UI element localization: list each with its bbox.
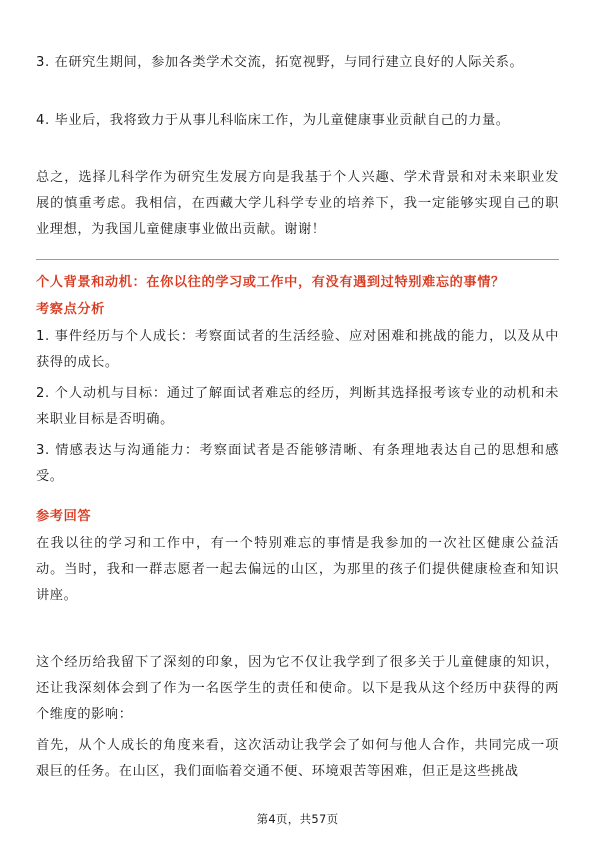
analysis-point-2: 2. 个人动机与目标：通过了解面试者难忘的经历，判断其选择报考该专业的动机和未来职业目标是否明确。	[36, 386, 559, 427]
analysis-point-3: 3. 情感表达与沟通能力：考察面试者是否能够清晰、有条理地表达自己的思想和感受。	[36, 443, 559, 484]
section-divider	[36, 259, 559, 260]
page-footer: 第4页，共57页	[256, 812, 339, 826]
summary-paragraph: 总之，选择儿科学作为研究生发展方向是我基于个人兴趣、学术背景和对未来职业发展的慎重考虑。我相信，在西藏大学儿科学专业的培养下，我一定能够实现自己的职业理想，为我国儿童健康事业做出贡献。谢谢！	[36, 170, 559, 237]
answer-paragraph-2: 这个经历给我留下了深刻的印象，因为它不仅让我学到了很多关于儿童健康的知识，还让我深刻体会到了作为一名医学生的责任和使命。以下是我从这个经历中获得的两个维度的影响：	[36, 655, 559, 722]
list-item-4: 4. 毕业后，我将致力于从事儿科临床工作，为儿童健康事业贡献自己的力量。	[36, 113, 510, 128]
analysis-heading: 考察点分析	[36, 302, 105, 317]
question-heading: 个人背景和动机：在你以往的学习或工作中，有没有遇到过特别难忘的事情？	[36, 275, 505, 290]
answer-paragraph-3: 首先，从个人成长的角度来看，这次活动让我学会了如何与他人合作，共同完成一项艰巨的任务。在山区，我们面临着交通不便、环境艰苦等困难，但正是这些挑战	[36, 738, 559, 779]
list-item-3: 3. 在研究生期间，参加各类学术交流，拓宽视野，与同行建立良好的人际关系。	[36, 55, 524, 70]
answer-heading: 参考回答	[36, 509, 92, 524]
answer-paragraph-1: 在我以往的学习和工作中，有一个特别难忘的事情是我参加的一次社区健康公益活动。当时，我和一群志愿者一起去偏远的山区，为那里的孩子们提供健康检查和知识讲座。	[36, 536, 559, 603]
analysis-point-1: 1. 事件经历与个人成长：考察面试者的生活经验、应对困难和挑战的能力，以及从中获得的成长。	[36, 329, 559, 370]
